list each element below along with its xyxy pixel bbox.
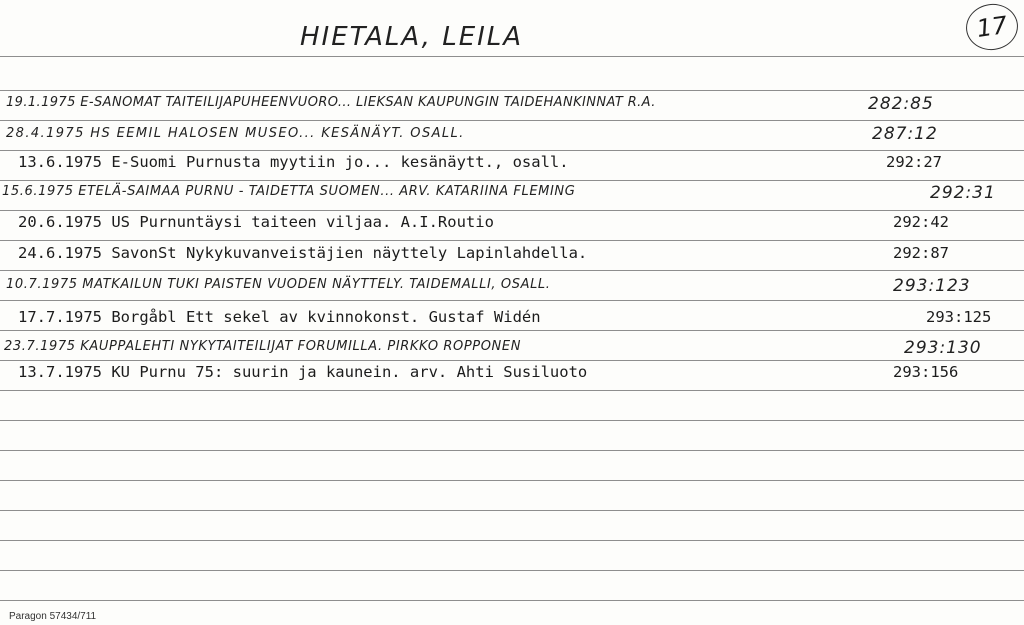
ruled-line	[0, 180, 1024, 181]
entry-ref: 293:123	[893, 276, 971, 296]
ruled-line	[0, 390, 1024, 391]
entry-text: 10.7.1975 MATKAILUN TUKI PAISTEN VUODEN NÄYTTELY. TAIDEMALLI, OSALL.	[6, 277, 551, 292]
entry-text: 28.4.1975 HS EEMIL HALOSEN MUSEO... KESÄNÄYT. OSALL.	[6, 126, 465, 141]
header-rule	[0, 56, 1024, 57]
ruled-line	[0, 150, 1024, 151]
entry-text: 15.6.1975 ETELÄ-SAIMAA PURNU - TAIDETTA SUOMEN... ARV. KATARIINA FLEMING	[2, 184, 576, 199]
card-number: 17	[974, 11, 1010, 43]
ruled-line	[0, 210, 1024, 211]
entry-ref: 293:130	[904, 338, 982, 358]
ruled-line	[0, 450, 1024, 451]
entry-ref: 293:125	[926, 308, 992, 326]
ruled-line	[0, 270, 1024, 271]
ruled-line	[0, 90, 1024, 91]
entry-text: 24.6.1975 SavonSt Nykykuvanveistäjien näyttely Lapinlahdella.	[18, 244, 588, 262]
ruled-line	[0, 240, 1024, 241]
card-footer: Paragon 57434/711	[9, 611, 97, 622]
ruled-line	[0, 360, 1024, 361]
ruled-line	[0, 510, 1024, 511]
entry-text: 17.7.1975 Borgåbl Ett sekel av kvinnokonst. Gustaf Widén	[18, 308, 541, 326]
entry-text: 23.7.1975 KAUPPALEHTI NYKYTAITEILIJAT FORUMILLA. PIRKKO ROPPONEN	[4, 339, 522, 354]
entry-ref: 292:87	[893, 244, 949, 262]
entry-ref: 292:42	[893, 213, 949, 231]
entry-ref: 287:12	[872, 124, 938, 144]
ruled-line	[0, 300, 1024, 301]
entry-text: 13.6.1975 E-Suomi Purnusta myytiin jo... kesänäytt., osall.	[18, 153, 569, 171]
entry-ref: 293:156	[893, 363, 959, 381]
ruled-line	[0, 540, 1024, 541]
entry-ref: 292:27	[886, 153, 942, 171]
ruled-line	[0, 120, 1024, 121]
entry-text: 20.6.1975 US Purnuntäysi taiteen viljaa. A.I.Routio	[18, 213, 494, 231]
ruled-line	[0, 330, 1024, 331]
card-number-badge	[963, 1, 1021, 54]
entry-ref: 292:31	[930, 183, 996, 203]
ruled-line	[0, 480, 1024, 481]
ruled-line	[0, 570, 1024, 571]
entry-text: 19.1.1975 E-SANOMAT TAITEILIJAPUHEENVUORO... LIEKSAN KAUPUNGIN TAIDEHANKINNAT R.A.	[6, 95, 656, 110]
ruled-line	[0, 600, 1024, 601]
entry-text: 13.7.1975 KU Purnu 75: suurin ja kaunein. arv. Ahti Susiluoto	[18, 363, 588, 381]
ruled-line	[0, 420, 1024, 421]
entry-ref: 282:85	[868, 94, 934, 114]
card-title: HIETALA, LEILA	[300, 22, 524, 52]
